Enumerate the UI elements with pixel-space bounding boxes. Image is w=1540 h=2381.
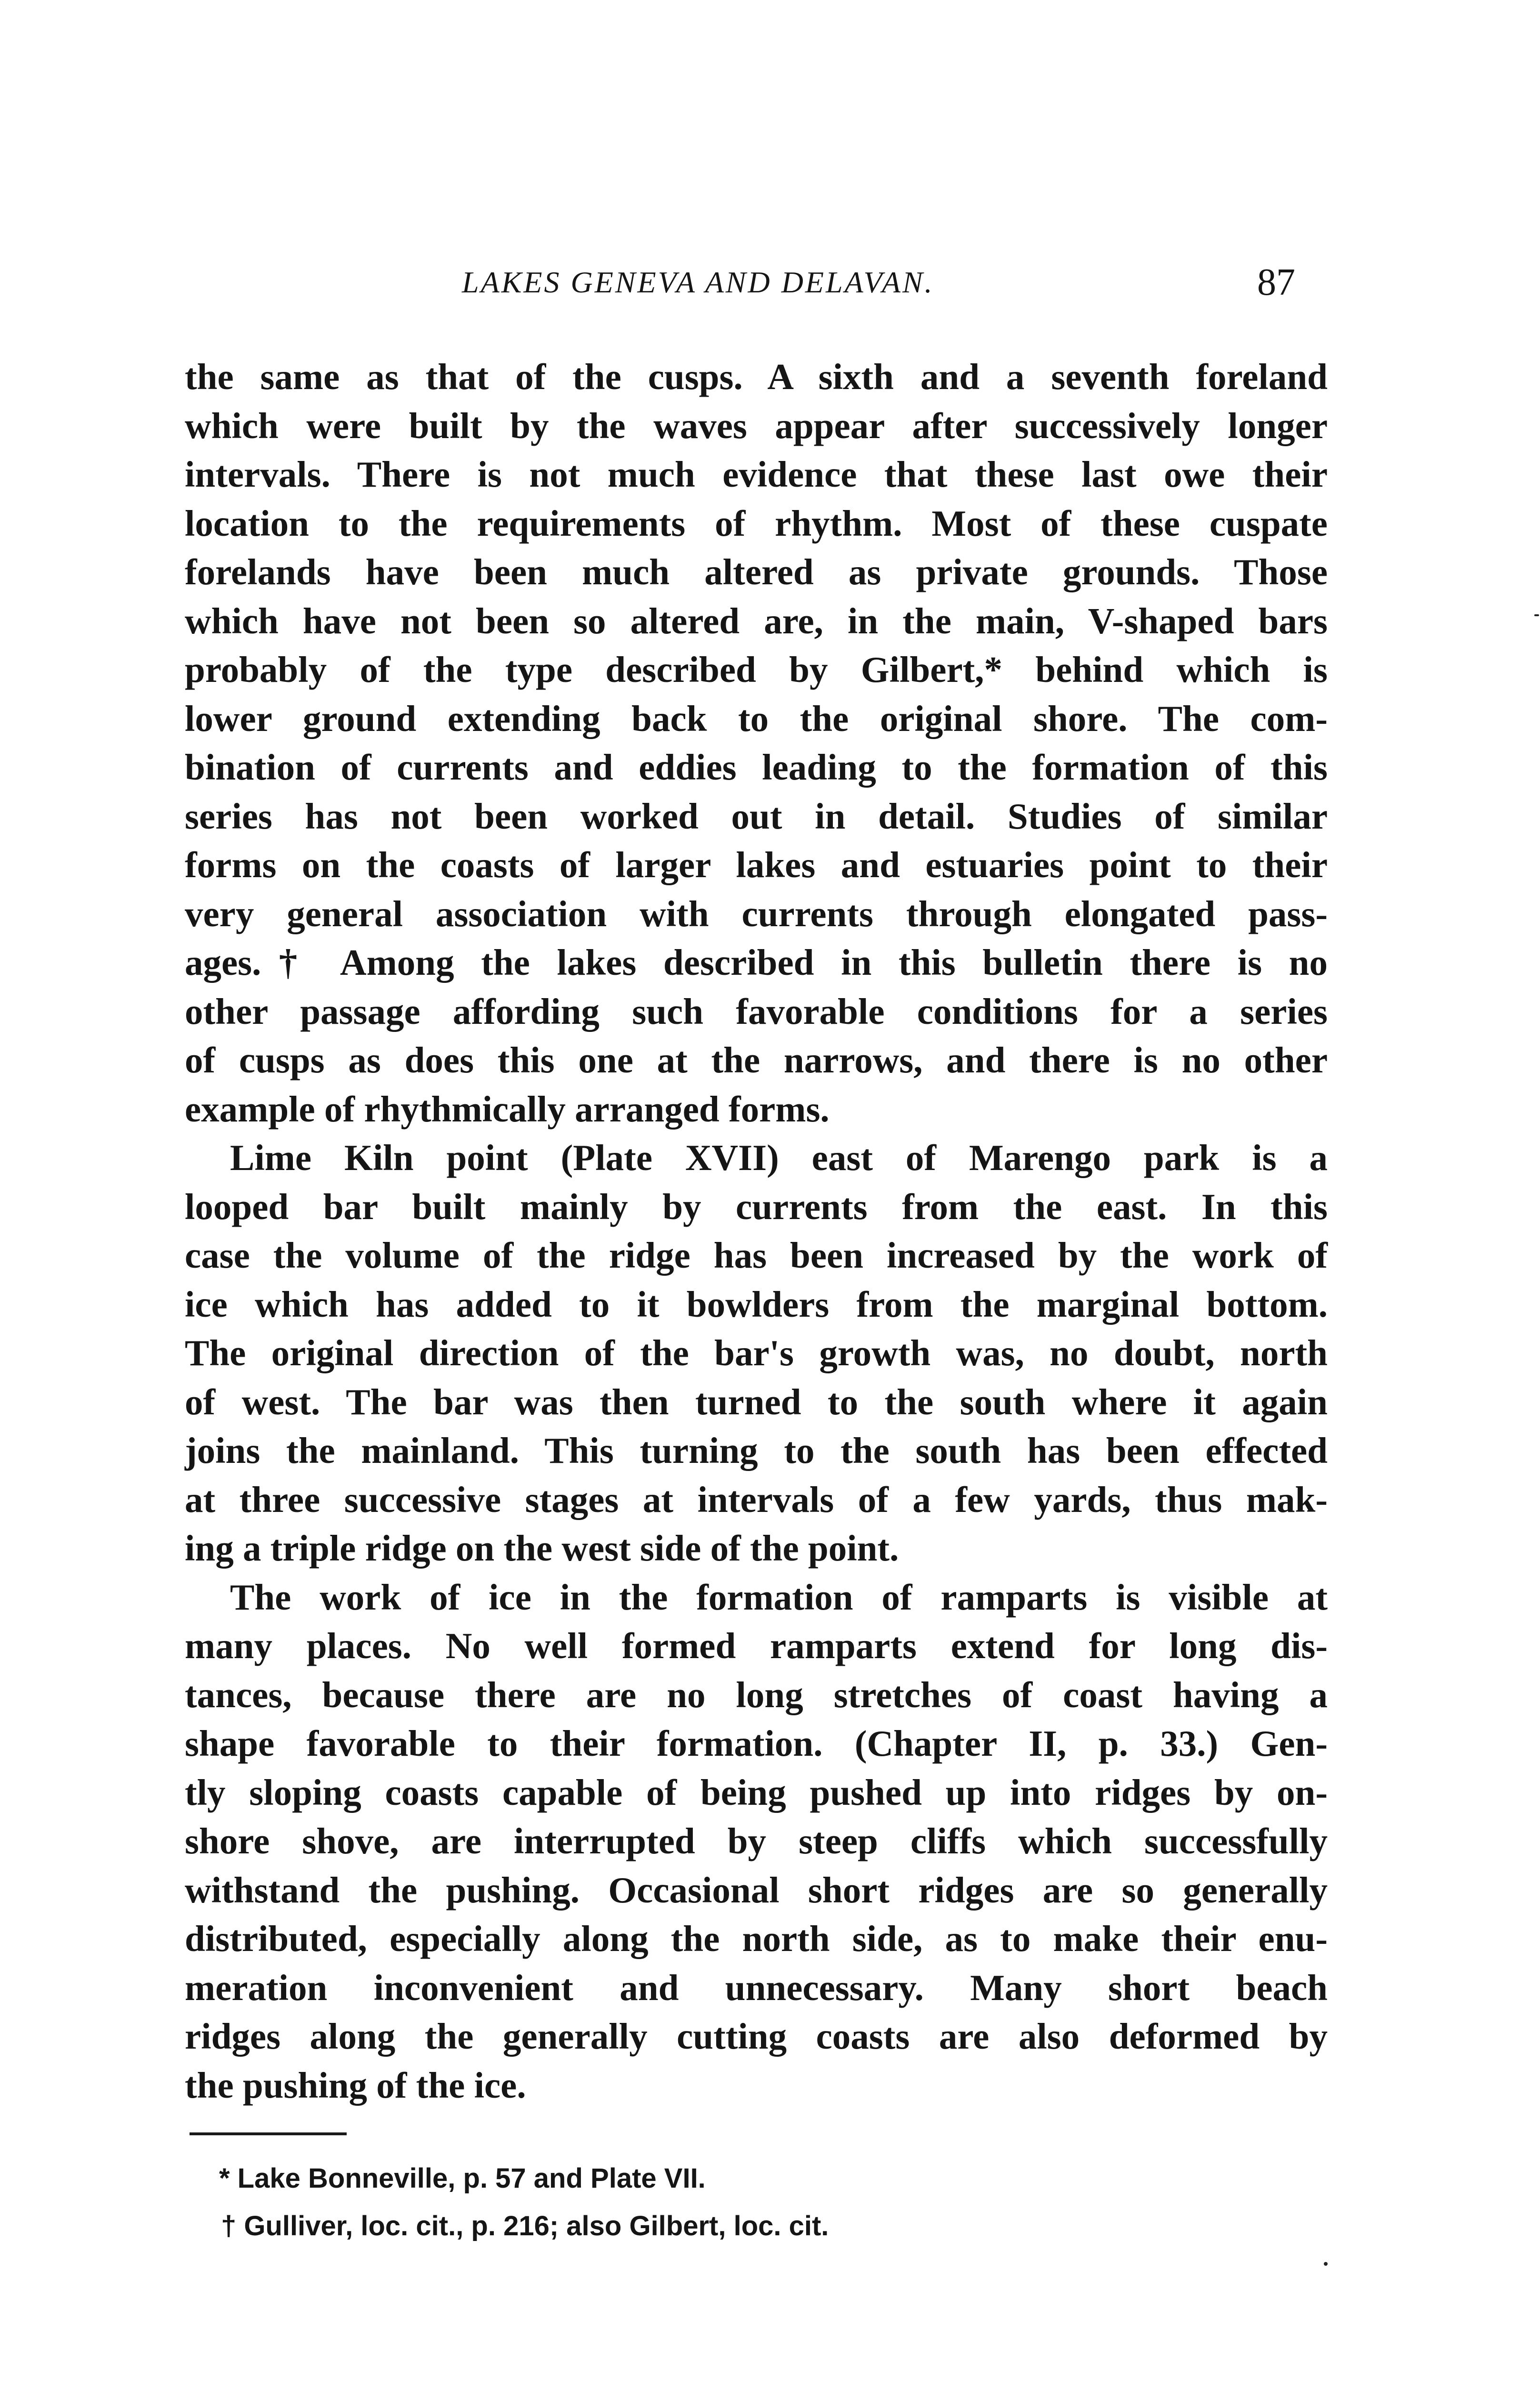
text-line: ridges along the generally cutting coasts are also deformed by — [185, 2016, 1328, 2057]
text-line: the pushing of the ice. — [185, 2064, 526, 2106]
text-line: location to the requirements of rhythm. Most of these cuspate — [185, 502, 1328, 544]
page-number: 87 — [1257, 261, 1295, 303]
text-line: lower ground extending back to the original shore. The com- — [185, 698, 1328, 739]
text-line: many places. No well formed ramparts extend for long dis- — [185, 1625, 1328, 1666]
scan-speck — [1324, 2262, 1328, 2266]
text-line: which were built by the waves appear after successively longer — [185, 405, 1328, 446]
scan-speck — [1534, 614, 1539, 616]
paragraph-lime-kiln-point — [185, 1133, 1328, 1573]
text-line: which have not been so altered are, in the main, V-shaped bars — [185, 600, 1328, 641]
text-line: Lime Kiln point (Plate XVII) east of Marengo park is a — [230, 1137, 1328, 1178]
text-line: forelands have been much altered as private grounds. Those — [185, 551, 1328, 592]
footnote-divider — [190, 2132, 347, 2135]
text-line: distributed, especially along the north side, as to make their enu- — [185, 1918, 1328, 1959]
footnote-gulliver: † Gulliver, loc. cit., p. 216; also Gilbert, loc. cit. — [221, 2211, 829, 2241]
running-title: LAKES GENEVA AND DELAVAN. — [462, 265, 934, 299]
text-line: the same as that of the cusps. A sixth and a seventh foreland — [185, 356, 1328, 397]
text-line: joins the mainland. This turning to the south has been effected — [185, 1430, 1328, 1471]
text-line: case the volume of the ridge has been increased by the work of — [185, 1235, 1328, 1276]
text-line: very general association with currents through elongated pass- — [185, 893, 1328, 934]
text-line: meration inconvenient and unnecessary. Many short beach — [185, 1967, 1328, 2008]
text-line: The original direction of the bar's growth was, no doubt, north — [185, 1332, 1328, 1373]
text-line: looped bar built mainly by currents from the east. In this — [185, 1186, 1328, 1227]
text-line: forms on the coasts of larger lakes and estuaries point to their — [185, 844, 1328, 885]
text-line: ing a triple ridge on the west side of the point. — [185, 1528, 899, 1569]
text-line: tances, because there are no long stretches of coast having a — [185, 1674, 1328, 1715]
text-line: bination of currents and eddies leading to the formation of this — [185, 747, 1328, 788]
running-head — [0, 261, 1540, 304]
paragraph-cuspate-forelands — [185, 352, 1328, 1133]
text-line: ages.† Among the lakes described in this bulletin there is no — [185, 942, 1328, 983]
text-line: at three successive stages at intervals of a few yards, thus mak- — [185, 1479, 1328, 1520]
paragraph-ice-ramparts — [185, 1573, 1328, 2110]
text-line: other passage affording such favorable conditions for a series — [185, 990, 1328, 1032]
text-line: intervals. There is not much evidence that these last owe their — [185, 454, 1328, 495]
text-line: of cusps as does this one at the narrows, and there is no other — [185, 1040, 1328, 1080]
text-line: of west. The bar was then turned to the south where it again — [185, 1381, 1328, 1422]
text-line: shore shove, are interrupted by steep cliffs which successfully — [185, 1821, 1328, 1861]
text-line: ice which has added to it bowlders from the marginal bottom. — [185, 1283, 1328, 1325]
text-line: example of rhythmically arranged forms. — [185, 1088, 830, 1130]
text-line: The work of ice in the formation of ramparts is visible at — [230, 1576, 1328, 1618]
footnote-bonneville: * Lake Bonneville, p. 57 and Plate VII. — [219, 2163, 706, 2194]
text-line: shape favorable to their formation. (Chapter II, p. 33.) Gen- — [185, 1723, 1328, 1764]
body-text — [185, 352, 1328, 2110]
text-line: tly sloping coasts capable of being pushed up into ridges by on- — [185, 1771, 1328, 1813]
text-line: withstand the pushing. Occasional short ridges are so generally — [185, 1869, 1328, 1911]
footnotes — [219, 2155, 1267, 2250]
text-line: series has not been worked out in detail. Studies of similar — [185, 795, 1328, 837]
text-line: probably of the type described by Gilbert,* behind which is — [185, 649, 1328, 690]
